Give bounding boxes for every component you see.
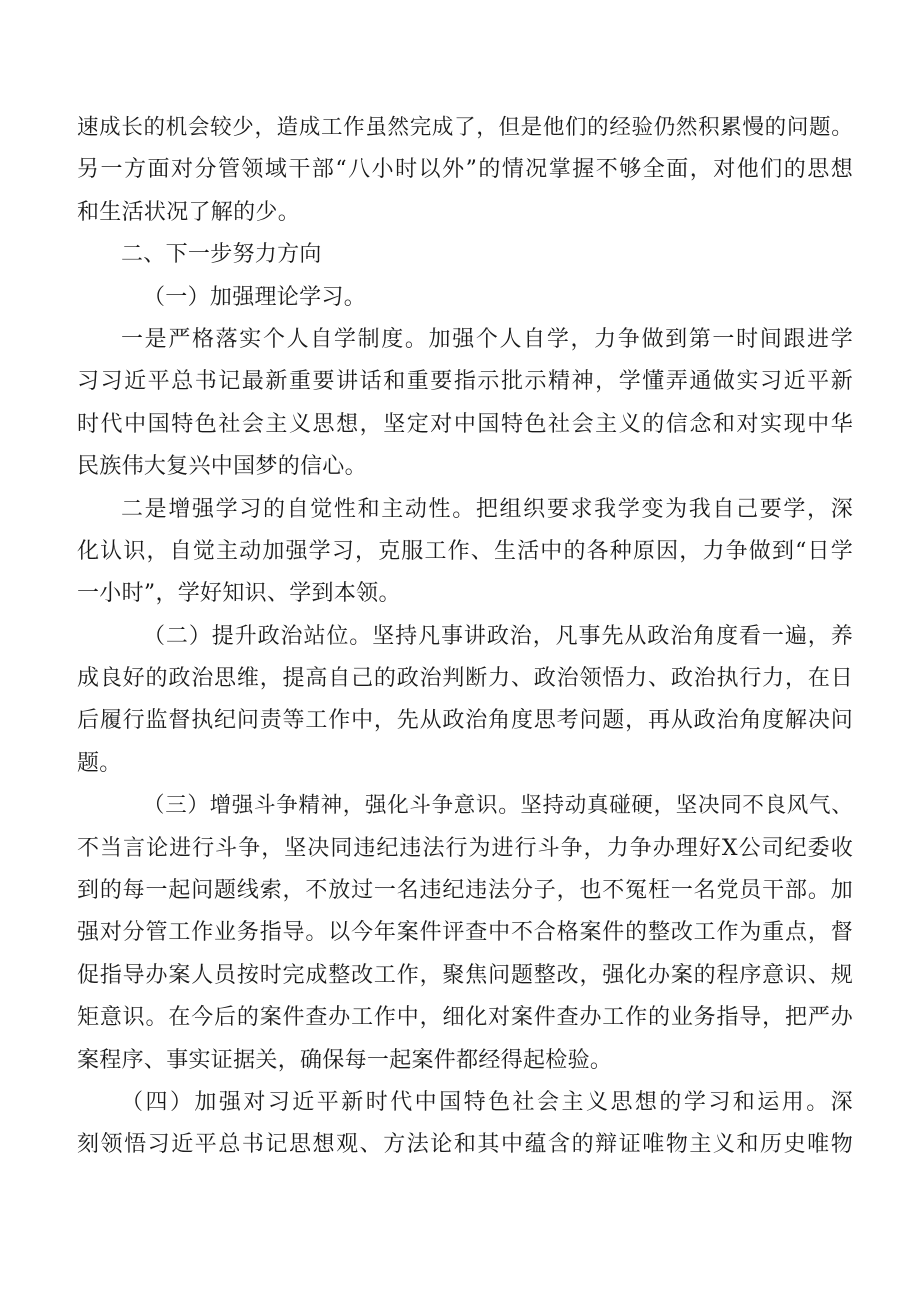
paragraph-line: 题。 bbox=[77, 750, 122, 776]
paragraph-line: 成良好的政治思维，提高自己的政治判断力、政治领悟力、政治执行力，在日 bbox=[77, 666, 853, 692]
paragraph-line: 和生活状况了解的少。 bbox=[77, 199, 301, 225]
paragraph-line: 后履行监督执纪问责等工作中，先从政治角度思考问题，再从政治角度解决问 bbox=[77, 708, 853, 734]
paragraph-line: 一小时”，学好知识、学到本领。 bbox=[77, 581, 401, 607]
paragraph-line: 刻领悟习近平总书记思想观、方法论和其中蕴含的辩证唯物主义和历史唯物 bbox=[77, 1132, 853, 1158]
paragraph-line: 另一方面对分管领域干部“八小时以外”的情况掌握不够全面，对他们的思想 bbox=[77, 157, 853, 183]
paragraph-line: 时代中国特色社会主义思想，坚定对中国特色社会主义的信念和对实现中华 bbox=[77, 411, 853, 437]
paragraph-line: 案程序、事实证据关，确保每一起案件都经得起检验。 bbox=[77, 1047, 613, 1073]
paragraph-line: 民族伟大复兴中国梦的信心。 bbox=[77, 454, 367, 480]
paragraph-line: （三）增强斗争精神，强化斗争意识。坚持动真碰硬，坚决同不良风气、 bbox=[143, 793, 853, 819]
document-body bbox=[77, 107, 853, 1167]
paragraph-line: 一是严格落实个人自学制度。加强个人自学，力争做到第一时间跟进学 bbox=[121, 326, 853, 352]
paragraph-line: 二是增强学习的自觉性和主动性。把组织要求我学变为我自己要学，深 bbox=[121, 496, 853, 522]
paragraph-line: 习习近平总书记最新重要讲话和重要指示批示精神，学懂弄通做实习近平新 bbox=[77, 369, 853, 395]
paragraph-line: 促指导办案人员按时完成整改工作，聚焦问题整改，强化办案的程序意识、规 bbox=[77, 962, 853, 988]
paragraph-line: 速成长的机会较少，造成工作虽然完成了，但是他们的经验仍然积累慢的问题。 bbox=[77, 115, 853, 140]
paragraph-line: 到的每一起问题线索，不放过一名违纪违法分子，也不冤枉一名党员干部。加 bbox=[77, 878, 853, 904]
paragraph-line: 矩意识。在今后的案件查办工作中，细化对案件查办工作的业务指导，把严办 bbox=[77, 1005, 853, 1031]
paragraph-line: （四）加强对习近平新时代中国特色社会主义思想的学习和运用。深 bbox=[121, 1089, 853, 1115]
paragraph-line: 二、下一步努力方向 bbox=[121, 242, 322, 268]
paragraph-line: （一）加强理论学习。 bbox=[143, 284, 367, 310]
paragraph-line: （二）提升政治站位。坚持凡事讲政治，凡事先从政治角度看一遍，养 bbox=[143, 623, 853, 649]
paragraph-line: 强对分管工作业务指导。以今年案件评查中不合格案件的整改工作为重点，督 bbox=[77, 920, 853, 946]
paragraph-line: 不当言论进行斗争，坚决同违纪违法行为进行斗争，力争办理好X公司纪委收 bbox=[77, 835, 853, 861]
paragraph-line: 化认识，自觉主动加强学习，克服工作、生活中的各种原因，力争做到“日学 bbox=[77, 538, 853, 564]
